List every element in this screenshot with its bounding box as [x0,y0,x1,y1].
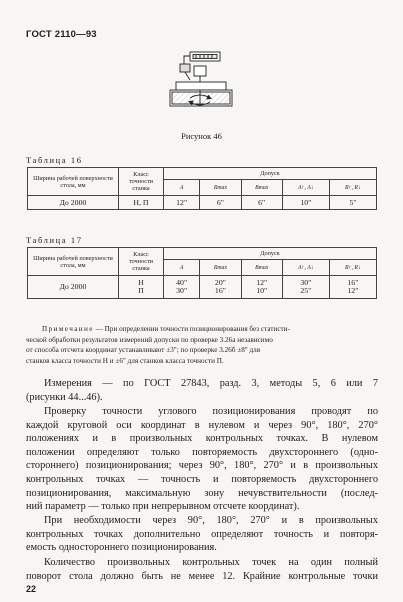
measuring-device [180,52,220,82]
para3-line-1: При необходимости через 90°, 180°, 270° и в произвольных [44,515,378,526]
paragraph-angular-check [26,405,378,514]
para2-line-2: каждой круговой оси координат в нулевом и через 90°, 180°, 270° [26,419,378,431]
table-16-subcol-bmax: Bmax [241,180,282,196]
para4-line-2: поворот стола должно быть не менее 12. Крайние контрольные точки [26,570,378,582]
table-17-class-n: Н [138,277,144,287]
table-17-label: Таблица 17 [26,235,83,245]
table-17 [27,247,377,299]
table-17-cell-a-arrows [282,276,329,299]
figure-46-drawing [150,42,250,118]
table-17-subcol-bmax: Bmax [241,260,282,276]
para4-line-1: Количество произвольных контрольных точек на один полный [44,557,378,568]
table-17-cell-rmax [200,276,241,299]
table-16 [27,167,377,210]
paragraph-measurements [26,377,378,404]
table-17-cell-class [119,276,164,299]
para2-line-7: позиционирования, максимальную зону нечувствительности (послед- [26,487,378,499]
table-16-cell-bmax: 6" [241,196,282,210]
table-17-subcol-a-arrows: A↑, A↓ [282,260,329,276]
table-17-a-p: 30" [176,286,188,295]
table-17-class-p: П [138,286,144,295]
para2-line-1: Проверку точности углового позиционирования проводят по [44,406,378,417]
table-17-rmax-p: 16" [214,286,226,295]
table-16-cell-class: Н, П [119,196,164,210]
table-17-cell-a [164,276,200,299]
para3-line-2: контрольных точках дополнительно определяют точность и повторя- [26,528,378,540]
table-17-bmax-n: 12" [256,277,268,287]
table-17-subcol-r-arrows: R↑, R↓ [329,260,376,276]
table-17-aarr-p: 25" [300,286,312,295]
para2-line-5: стороннего) позиционирования; через 90°, 180°, 270° и в произвольных [26,460,378,472]
table-16-col-class: Класс точности станка [119,168,164,196]
figure-caption: Рисунок 46 [181,131,222,141]
table-17-rmax-n: 20" [214,277,226,287]
table-16-subcol-a: A [164,180,200,196]
table-17-subcol-rmax: Rmax [200,260,241,276]
table-17-cell-surface [28,276,119,299]
page-number: 22 [26,584,37,594]
para3-line-3: емость одностороннего позиционирования. [26,542,217,554]
table-16-cell-rmax: 6" [200,196,241,210]
table-16-subcol-rmax: Rmax [200,180,241,196]
note-line-4: станков класса точности Н и ±6" для станков класса точности П. [26,356,224,365]
table-row [28,196,377,210]
table-17-col-surface: Ширина рабочей поверхности стола, мм [28,248,119,276]
table-17-rarr-n: 16" [347,277,359,287]
document-header: ГОСТ 2110—93 [26,29,97,40]
note-line-2: ческой обработки результатов измерений допуски по проверке 3.26а независимо [26,335,273,344]
table-row [28,276,377,299]
table-17-bmax-p: 10" [256,286,268,295]
table-16-cell-a: 12" [164,196,200,210]
paragraph-control-points [26,556,378,583]
table-17-cell-bmax [241,276,282,299]
para2-line-3: положениях и в произвольных контрольных точках. В нулевом [26,433,378,445]
para1-line-2: (рисунки 44...46). [26,391,103,403]
rotary-table [170,82,232,106]
table-16-label: Таблица 16 [26,155,83,165]
table-note [26,324,378,366]
note-line-3: от способа отсчета координат устанавливают ±3"; по проверке 3.26б ±8" для [26,346,261,354]
table-16-cell-a-arrows: 10" [282,196,329,210]
table-17-subcol-a: A [164,260,200,276]
table-17-rarr-p: 12" [347,286,359,295]
paragraph-optional-check [26,514,378,555]
table-16-cell-r-arrows: 5" [329,196,376,210]
para1-line-1: Измерения — по ГОСТ 27843, разд. 3, методы 5, 6 или 7 [44,378,378,389]
para2-line-6: контрольных точках — точность и повторяемость двухстороннего [26,473,378,485]
table-16-subcol-a-arrows: A↑, A↓ [282,180,329,196]
table-17-aarr-n: 30" [300,277,312,287]
para2-line-4: положении определяют только повторяемость двухстороннего (одно- [26,446,378,458]
table-17-col-class: Класс точности станка [119,248,164,276]
table-17-a-n: 40" [176,277,188,287]
note-lead: Примечание [42,325,94,333]
table-16-cell-surface: До 2000 [28,196,119,210]
table-17-surface-value: До 2000 [59,281,87,291]
note-line-1: — При определении точности позиционирования без статисти- [95,325,290,333]
table-17-cell-r-arrows [329,276,376,299]
table-16-col-tolerance: Допуск [164,168,377,180]
table-16-subcol-r-arrows: R↑, R↓ [329,180,376,196]
table-17-col-tolerance: Допуск [164,248,377,260]
para2-line-8: ний параметр — только при непрерывном отсчете координат). [26,501,300,513]
table-16-col-surface: Ширина рабочей поверхности стола, мм [28,168,119,196]
